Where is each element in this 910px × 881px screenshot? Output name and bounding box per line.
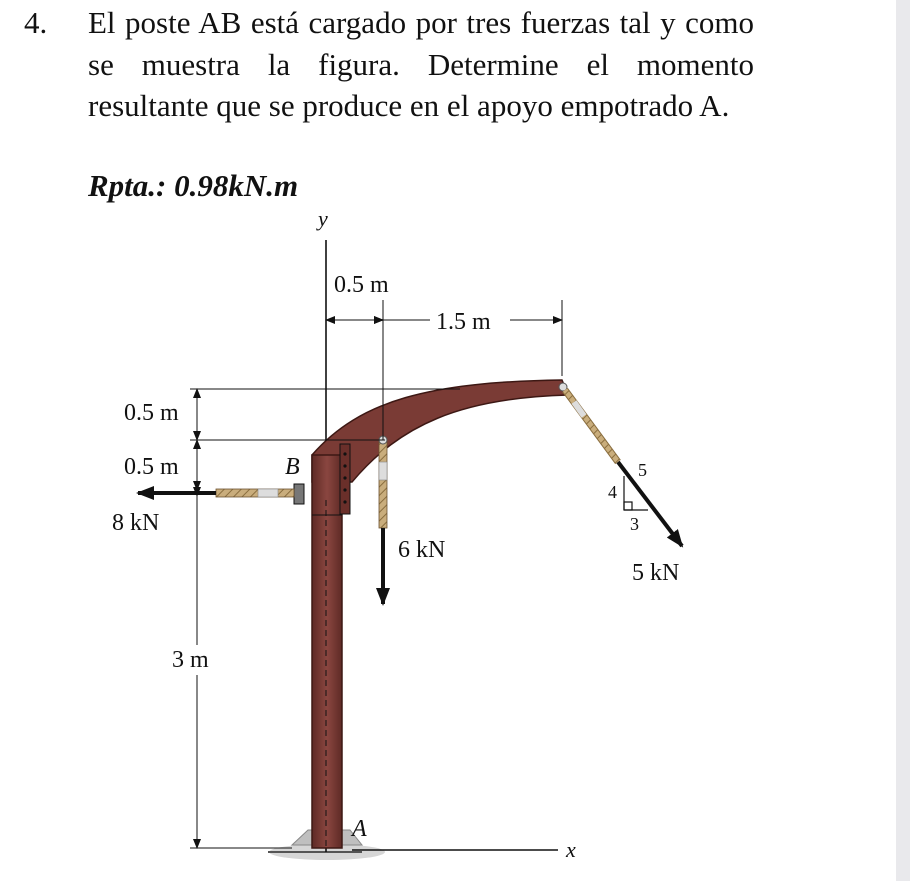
problem-text: El poste AB está cargado por tres fuerzas tal y como se muestra la figura. Determine el momento resultante que se produce en el apoyo empotrado A. [88,5,754,123]
answer-text: Rpta.: 0.98kN.m [88,168,299,203]
post-ab [312,455,342,848]
rope-middle [379,440,387,528]
force-8kn-label: 8 kN [112,510,160,536]
slope-rise-label: 4 [608,482,617,502]
dim-left-middle: 0.5 m [124,454,179,480]
dim-top-right: 1.5 m [436,309,491,335]
dim-left-lower: 3 m [172,647,209,673]
y-axis-label: y [318,206,328,231]
point-a-label: A [352,816,367,842]
x-axis-label: x [566,837,576,862]
bracket-b [294,484,304,504]
point-b-label: B [285,454,300,480]
slope-triangle [624,476,648,510]
force-5kn-label: 5 kN [632,560,680,586]
problem-number: 4. [24,5,48,40]
slope-run-label: 3 [630,514,639,534]
force-6kn-label: 6 kN [398,537,446,563]
rope-left [216,489,294,497]
slope-hyp-label: 5 [638,460,647,480]
force-5kn-arrow [618,462,682,546]
dim-top-left: 0.5 m [334,272,389,298]
dim-left-upper: 0.5 m [124,400,179,426]
